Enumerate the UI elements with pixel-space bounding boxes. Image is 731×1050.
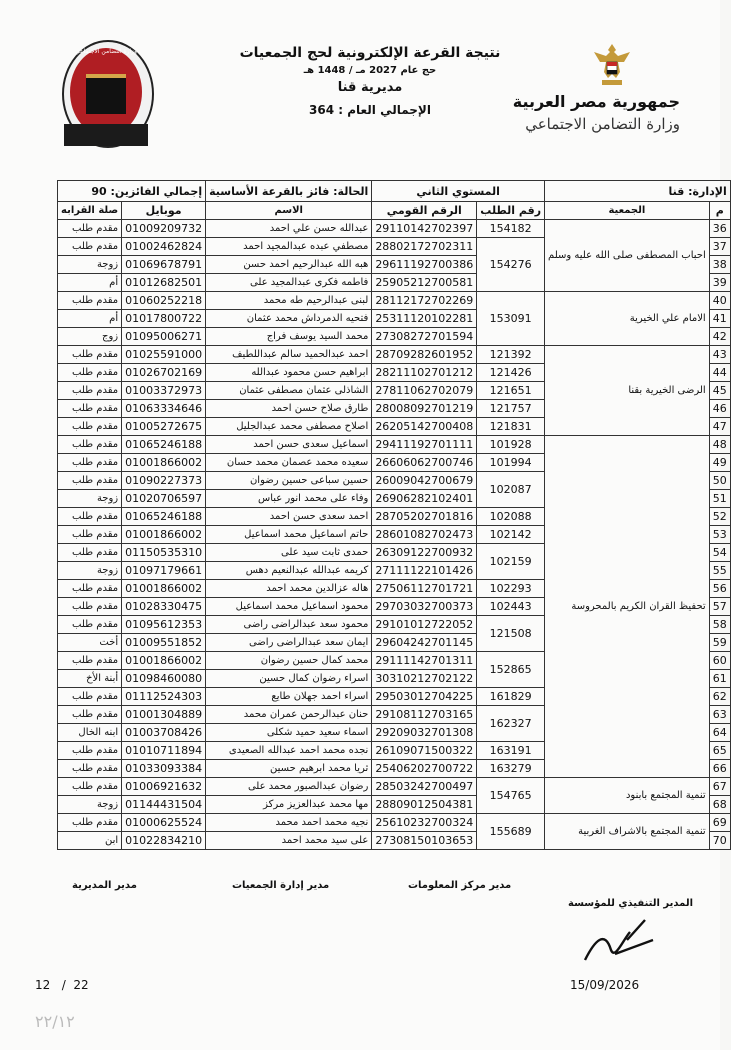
table-row	[58, 346, 731, 364]
row-number: 61	[709, 670, 730, 688]
person-name: ايمان سعد عبدالراضى راضى	[206, 634, 372, 652]
row-number: 58	[709, 616, 730, 634]
national-id: 28705202701816	[372, 508, 477, 526]
directorate-name: مديرية قنا	[337, 80, 403, 95]
mobile-number: 01098460080	[122, 670, 206, 688]
request-number: 102142	[477, 526, 545, 544]
mobile-number: 01065246188	[122, 508, 206, 526]
row-number: 68	[709, 796, 730, 814]
request-number: 121651	[477, 382, 545, 400]
mobile-number: 01065246188	[122, 436, 206, 454]
national-id: 25610232700324	[372, 814, 477, 832]
national-id: 28809012504381	[372, 796, 477, 814]
row-number: 66	[709, 760, 730, 778]
row-number: 54	[709, 544, 730, 562]
row-number: 39	[709, 274, 730, 292]
sig-executive-director: المدير التنفيذي للمؤسسة	[568, 898, 694, 909]
relation: مقدم طلب	[58, 508, 122, 526]
mobile-number: 01033093384	[122, 760, 206, 778]
request-number: 121426	[477, 364, 545, 382]
national-id: 29101012722052	[372, 616, 477, 634]
relation: مقدم طلب	[58, 652, 122, 670]
relation: زوجة	[58, 490, 122, 508]
relation: زوجة	[58, 796, 122, 814]
national-id: 26606062700746	[372, 454, 477, 472]
mobile-number: 01144431504	[122, 796, 206, 814]
request-number: 154182	[477, 220, 545, 238]
association-name: الامام علي الخيرية	[545, 292, 710, 346]
mobile-number: 01002462824	[122, 238, 206, 256]
request-number: 121508	[477, 616, 545, 652]
national-id: 27811062702079	[372, 382, 477, 400]
person-name: الشاذلى عثمان مصطفى عثمان	[206, 382, 372, 400]
national-id: 29604242701145	[372, 634, 477, 652]
national-id: 27506112701721	[372, 580, 477, 598]
table-row	[58, 436, 731, 454]
national-id: 29110142702397	[372, 220, 477, 238]
person-name: حاتم اسماعيل محمد اسماعيل	[206, 526, 372, 544]
national-id: 27111122101426	[372, 562, 477, 580]
request-number: 101994	[477, 454, 545, 472]
person-name: احمد عبدالحميد سالم عبداللطيف	[206, 346, 372, 364]
request-number: 163279	[477, 760, 545, 778]
row-number: 69	[709, 814, 730, 832]
person-name: لبنى عبدالرحيم طه محمد	[206, 292, 372, 310]
national-id: 26109071500322	[372, 742, 477, 760]
relation: مقدم طلب	[58, 220, 122, 238]
country-name: جمهورية مصر العربية	[512, 92, 680, 111]
relation: مقدم طلب	[58, 688, 122, 706]
request-number: 101928	[477, 436, 545, 454]
col-association: الجمعية	[545, 202, 710, 220]
request-number: 102293	[477, 580, 545, 598]
mobile-number: 01012682501	[122, 274, 206, 292]
mobile-number: 01009551852	[122, 634, 206, 652]
row-number: 41	[709, 310, 730, 328]
request-number: 153091	[477, 292, 545, 346]
mobile-number: 01010711894	[122, 742, 206, 760]
person-name: سعيده محمد عصمان محمد حسان	[206, 454, 372, 472]
mobile-number: 01000625524	[122, 814, 206, 832]
results-table	[57, 180, 731, 850]
row-number: 36	[709, 220, 730, 238]
national-id: 26009042700679	[372, 472, 477, 490]
national-id: 29611192700386	[372, 256, 477, 274]
association-name: تحفيظ القران الكريم بالمحروسة	[545, 436, 710, 778]
row-number: 45	[709, 382, 730, 400]
national-id: 26309122700932	[372, 544, 477, 562]
association-name: تنمية المجتمع بابنود	[545, 778, 710, 814]
info-row	[58, 181, 731, 202]
row-number: 51	[709, 490, 730, 508]
national-id: 26906282102401	[372, 490, 477, 508]
admin-label: الإدارة: قنا	[545, 181, 731, 202]
row-number: 67	[709, 778, 730, 796]
person-name: على سيد محمد احمد	[206, 832, 372, 850]
national-id: 27308272701594	[372, 328, 477, 346]
row-number: 42	[709, 328, 730, 346]
request-number: 121757	[477, 400, 545, 418]
relation: مقدم طلب	[58, 526, 122, 544]
row-number: 57	[709, 598, 730, 616]
person-name: عبدالله حسن علي احمد	[206, 220, 372, 238]
person-name: هبه الله عبدالرحيم احمد حسن	[206, 256, 372, 274]
request-number: 161829	[477, 688, 545, 706]
relation: ابنه الخال	[58, 724, 122, 742]
person-name: محمد السيد يوسف فراج	[206, 328, 372, 346]
sig-directorate-head: مدير المديرية	[72, 880, 137, 891]
association-name: الرضى الخيرية بقنا	[545, 346, 710, 436]
national-id: 25905212700581	[372, 274, 477, 292]
relation: ابن	[58, 832, 122, 850]
national-id: 25406202700722	[372, 760, 477, 778]
mobile-number: 01001866002	[122, 652, 206, 670]
col-name: الاسم	[206, 202, 372, 220]
status-label: الحالة: فائز بالقرعة الأساسية	[206, 181, 372, 202]
row-number: 55	[709, 562, 730, 580]
request-number: 102159	[477, 544, 545, 580]
print-date: 15/09/2026	[570, 978, 640, 992]
person-name: محمود اسماعيل محمد اسماعيل	[206, 598, 372, 616]
col-national-id: الرقم القومي	[372, 202, 477, 220]
mobile-number: 01097179661	[122, 562, 206, 580]
mobile-number: 01003708426	[122, 724, 206, 742]
level-label: المستوي الثاني	[372, 181, 545, 202]
relation: مقدم طلب	[58, 472, 122, 490]
relation: مقدم طلب	[58, 616, 122, 634]
mobile-number: 01090227373	[122, 472, 206, 490]
request-number: 102088	[477, 508, 545, 526]
national-id: 29703032700373	[372, 598, 477, 616]
person-name: فاطمه فكرى عبدالمجيد على	[206, 274, 372, 292]
title-block	[205, 45, 535, 117]
relation: مقدم طلب	[58, 742, 122, 760]
request-number: 155689	[477, 814, 545, 850]
row-number: 38	[709, 256, 730, 274]
national-id: 29503012704225	[372, 688, 477, 706]
relation: مقدم طلب	[58, 292, 122, 310]
request-number: 121831	[477, 418, 545, 436]
person-name: حنان عبدالرحمن عمران محمد	[206, 706, 372, 724]
row-number: 48	[709, 436, 730, 454]
person-name: محمود سعد عبدالراضى راضى	[206, 616, 372, 634]
request-number: 163191	[477, 742, 545, 760]
row-number: 47	[709, 418, 730, 436]
relation: مقدم طلب	[58, 346, 122, 364]
mobile-number: 01003372973	[122, 382, 206, 400]
person-name: كريمه عبدالله عبدالنعيم دهس	[206, 562, 372, 580]
relation: زوج	[58, 328, 122, 346]
national-id: 28112172702269	[372, 292, 477, 310]
handwritten-page-note: ٢٢/١٢	[35, 1012, 75, 1031]
relation: أم	[58, 310, 122, 328]
person-name: رضوان عبدالصبور محمد على	[206, 778, 372, 796]
relation: مقدم طلب	[58, 580, 122, 598]
sig-associations-head: مدير إدارة الجمعيات	[232, 880, 330, 891]
egypt-eagle-icon	[590, 42, 634, 88]
request-number: 162327	[477, 706, 545, 742]
mobile-number: 01017800722	[122, 310, 206, 328]
association-name: احباب المصطفى صلى الله عليه وسلم	[545, 220, 710, 292]
sig-info-center-head: مدير مركز المعلومات	[408, 880, 512, 891]
national-id: 29209032701308	[372, 724, 477, 742]
person-name: اصلاح مصطفى محمد عبدالجليل	[206, 418, 372, 436]
person-name: احمد سعدى حسن احمد	[206, 508, 372, 526]
mobile-number: 01001866002	[122, 454, 206, 472]
mobile-number: 01095006271	[122, 328, 206, 346]
mobile-number: 01005272675	[122, 418, 206, 436]
mobile-number: 01028330475	[122, 598, 206, 616]
row-number: 37	[709, 238, 730, 256]
hajj-year: حج عام 2027 مـ / 1448 هـ	[303, 65, 437, 76]
table-row	[58, 778, 731, 796]
national-id: 30310212702122	[372, 670, 477, 688]
winners-count: إجمالي الفائزين: 90	[58, 181, 206, 202]
person-name: مها محمد عبدالعزيز مركز	[206, 796, 372, 814]
person-name: فتحيه الدمرداش محمد عثمان	[206, 310, 372, 328]
person-name: نجيه محمد احمد محمد	[206, 814, 372, 832]
request-number: 121392	[477, 346, 545, 364]
person-name: ثريا محمد ابرهيم حسين	[206, 760, 372, 778]
relation: أخت	[58, 634, 122, 652]
col-mobile: موبايل	[122, 202, 206, 220]
person-name: اسراء رضوان كمال حسين	[206, 670, 372, 688]
person-name: طارق صلاح حسن احمد	[206, 400, 372, 418]
mobile-number: 01022834210	[122, 832, 206, 850]
mobile-number: 01026702169	[122, 364, 206, 382]
request-number: 154276	[477, 238, 545, 292]
national-id: 25311120102281	[372, 310, 477, 328]
row-number: 70	[709, 832, 730, 850]
relation: مقدم طلب	[58, 238, 122, 256]
row-number: 44	[709, 364, 730, 382]
table-row	[58, 220, 731, 238]
row-number: 60	[709, 652, 730, 670]
relation: مقدم طلب	[58, 598, 122, 616]
person-name: حمدى ثابت سيد على	[206, 544, 372, 562]
request-number: 102443	[477, 598, 545, 616]
col-request: رقم الطلب	[477, 202, 545, 220]
national-id: 27308150103653	[372, 832, 477, 850]
mobile-number: 01001866002	[122, 580, 206, 598]
mobile-number: 01001304889	[122, 706, 206, 724]
person-name: هاله عزالدين محمد احمد	[206, 580, 372, 598]
row-number: 62	[709, 688, 730, 706]
mobile-number: 01020706597	[122, 490, 206, 508]
national-id: 29108112703165	[372, 706, 477, 724]
col-m: م	[709, 202, 730, 220]
person-name: وفاء على محمد انور عباس	[206, 490, 372, 508]
document-header	[0, 0, 720, 140]
row-number: 40	[709, 292, 730, 310]
handwritten-signature	[575, 910, 665, 970]
relation: مقدم طلب	[58, 418, 122, 436]
national-id: 29411192701111	[372, 436, 477, 454]
relation: مقدم طلب	[58, 382, 122, 400]
relation: مقدم طلب	[58, 544, 122, 562]
row-number: 52	[709, 508, 730, 526]
relation: مقدم طلب	[58, 400, 122, 418]
row-number: 65	[709, 742, 730, 760]
relation: زوجة	[58, 256, 122, 274]
ministry-block	[500, 92, 680, 133]
row-number: 64	[709, 724, 730, 742]
mobile-number: 01069678791	[122, 256, 206, 274]
header-row	[58, 202, 731, 220]
mobile-number: 01001866002	[122, 526, 206, 544]
mobile-number: 01025591000	[122, 346, 206, 364]
mobile-number: 01150535310	[122, 544, 206, 562]
table-row	[58, 292, 731, 310]
relation: مقدم طلب	[58, 778, 122, 796]
request-number: 102087	[477, 472, 545, 508]
person-name: محمد كمال حسين رضوان	[206, 652, 372, 670]
mobile-number: 01112524303	[122, 688, 206, 706]
page-title: نتيجة القرعة الإلكترونية لحج الجمعيات	[239, 45, 501, 61]
national-id: 28802172702311	[372, 238, 477, 256]
ministry-name: وزارة التضامن الاجتماعي	[525, 115, 680, 133]
relation: مقدم طلب	[58, 706, 122, 724]
national-id: 28008092701219	[372, 400, 477, 418]
person-name: اسراء احمد جهلان طايع	[206, 688, 372, 706]
grand-total: الإجمالي العام : 364	[309, 103, 431, 117]
page-number: 12 / 22	[35, 978, 89, 992]
person-name: نجده محمد احمد عبدالله الصعيدى	[206, 742, 372, 760]
national-id: 28503242700497	[372, 778, 477, 796]
request-number: 152865	[477, 652, 545, 688]
relation: أبنة الأخ	[58, 670, 122, 688]
table-row	[58, 814, 731, 832]
relation: مقدم طلب	[58, 760, 122, 778]
row-number: 43	[709, 346, 730, 364]
person-name: ابراهيم حسن محمود عبدالله	[206, 364, 372, 382]
national-id: 26205142700408	[372, 418, 477, 436]
relation: مقدم طلب	[58, 454, 122, 472]
mobile-number: 01009209732	[122, 220, 206, 238]
association-name: تنمية المجتمع بالاشراف الغربية	[545, 814, 710, 850]
col-relation: صلة القرابه	[58, 202, 122, 220]
relation: مقدم طلب	[58, 364, 122, 382]
relation: مقدم طلب	[58, 436, 122, 454]
row-number: 63	[709, 706, 730, 724]
row-number: 56	[709, 580, 730, 598]
row-number: 53	[709, 526, 730, 544]
relation: زوجة	[58, 562, 122, 580]
row-number: 49	[709, 454, 730, 472]
row-number: 59	[709, 634, 730, 652]
mobile-number: 01095612353	[122, 616, 206, 634]
mobile-number: 01063334646	[122, 400, 206, 418]
row-number: 50	[709, 472, 730, 490]
national-id: 29111142701311	[372, 652, 477, 670]
person-name: اسماء سعيد حميد شكلى	[206, 724, 372, 742]
ministry-kaaba-logo: وزارة التضامن الاجتماعي	[62, 40, 154, 148]
person-name: مصطفي عبده عبدالمجيد احمد	[206, 238, 372, 256]
row-number: 46	[709, 400, 730, 418]
person-name: حسين سباعى حسين رضوان	[206, 472, 372, 490]
request-number: 154765	[477, 778, 545, 814]
national-id: 28211102701212	[372, 364, 477, 382]
relation: مقدم طلب	[58, 814, 122, 832]
national-id: 28601082702473	[372, 526, 477, 544]
mobile-number: 01060252218	[122, 292, 206, 310]
relation: أم	[58, 274, 122, 292]
national-id: 28709282601952	[372, 346, 477, 364]
person-name: اسماعيل سعدى حسن احمد	[206, 436, 372, 454]
mobile-number: 01006921632	[122, 778, 206, 796]
